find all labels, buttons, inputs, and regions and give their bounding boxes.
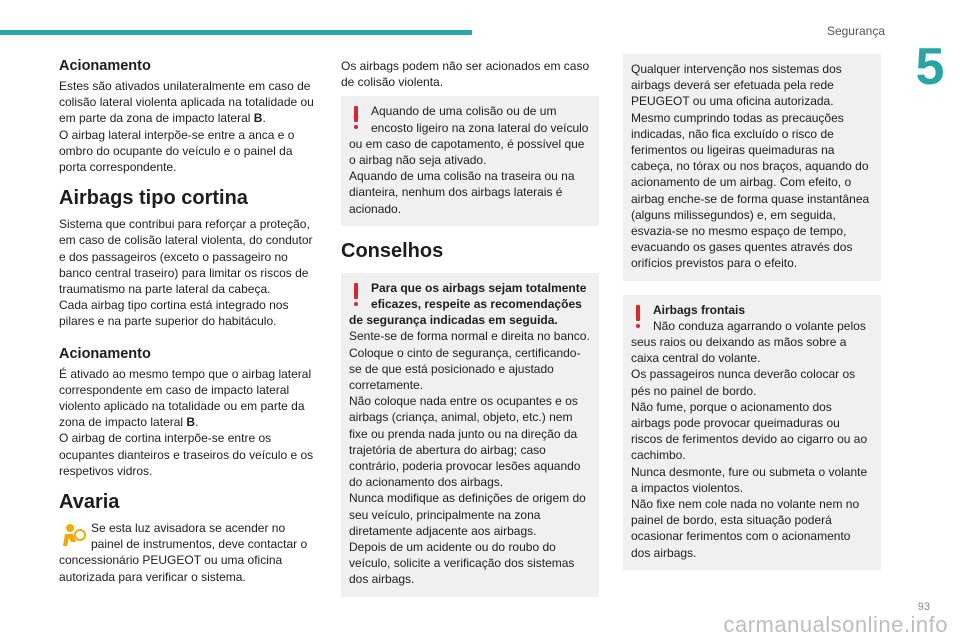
watermark: carmanualsonline.info (723, 612, 948, 637)
chapter-number: 5 (915, 38, 945, 96)
airbag-warning-lamp-icon (59, 520, 91, 550)
warning-box (623, 295, 881, 570)
exclamation-icon (631, 302, 653, 332)
warning-text: Sente-se de forma normal e direita no banco. Coloque o cinto de segurança, certificando-se de que está posicionado e ajustado corretamente. Não coloque nada entre os ocupantes e os airbags (criança, animal, objeto, etc.) nem fixe ou prenda nada junto ou na direção da trajetória de abertura do airbag; caso contrário, poderia provocar lesões aquando do acionamento dos airbags. Nunca modifique as definições de origem do seu veículo, principalmente na zona diretamente adjacente aos airbags. Depois de um acidente ou do roubo do veículo, solicite a verificação dos sistemas dos airbags. (349, 329, 590, 587)
heading-avaria: Avaria (59, 491, 120, 514)
text: Estes são ativados unilateralmente em caso de colisão lateral violenta aplicada na totalidade ou em parte da zona de impacto lateral (59, 79, 314, 126)
heading-acionamento: Acionamento (59, 345, 151, 362)
text: . (195, 415, 199, 430)
avaria-block (59, 520, 317, 585)
warning-box (341, 96, 599, 225)
info-text: Qualquer intervenção nos sistemas dos airbags deverá ser efetuada pela rede PEUGEOT ou uma oficina autorizada. Mesmo cumprindo todas as precauções indicadas, não fica excluído o risco de ferimentos ou ligeiras queimaduras na cabeça, no tórax ou nos braços, aquando do acionamento de um airbag. Com efeito, o airbag enche-se de forma quase instantânea (alguns milissegundos) e, em seguida, esvazia-se no mesmo espaço de tempo, evacuando os gases quentes através dos orifícios previstos para o efeito. (631, 62, 870, 271)
header-accent-bar (0, 30, 472, 35)
heading-acionamento: Acionamento (59, 58, 151, 74)
text: . (262, 111, 266, 126)
exclamation-icon (349, 280, 371, 310)
page-number: 93 (917, 601, 930, 613)
paragraph: O airbag de cortina interpõe-se entre os ocupantes dianteiros e traseiros do veículo e os respetivos vidros. (59, 431, 314, 478)
warning-text: Não conduza agarrando o volante pelos seus raios ou deixando as mãos sobre a caixa central do volante. Os passageiros nunca deverão colocar os pés no painel de bordo. Não fume, porque o acionamento dos airbags pode provocar queimaduras ou riscos de ferimentos devido ao cigarro ou ao cachimbo. Nunca desmonte, fure ou submeta o volante a impactos violentos. Não fixe nem cole nada no volante nem no painel de bordo, esta situação poderá ocasionar ferimentos com o acionamento dos airbags. (631, 318, 868, 560)
text: É ativado ao mesmo tempo que o airbag lateral correspondente em caso de impacto lateral violento aplicado na totalidade ou em parte da zona de impacto lateral (59, 366, 312, 430)
paragraph: Os airbags podem não ser acionados em caso de colisão violenta. (341, 59, 590, 90)
paragraph: Sistema que contribui para reforçar a proteção, em caso de colisão lateral violenta, do condutor e dos passageiros (exceto o passageiro no banco central traseiro) para limitar os riscos de traumatismo na parte lateral da cabeça. (59, 217, 313, 297)
paragraph (59, 366, 317, 431)
heading-conselhos: Conselhos (341, 239, 444, 262)
paragraph: Cada airbag tipo cortina está integrado nos pilares e na parte superior do habitáculo. (59, 298, 289, 329)
warning-box (341, 273, 599, 597)
paragraph: O airbag lateral interpõe-se entre a anca e o ombro do ocupante do veículo e o painel da porta correspondente. (59, 127, 295, 175)
section-title: Segurança (826, 24, 885, 38)
paragraph: Se esta luz avisadora se acender no painel de instrumentos, deve contactar o concessionário PEUGEOT ou uma oficina autorizada para verificar o sistema. (59, 521, 308, 584)
warning-title: Para que os airbags sejam totalmente eficazes, respeite as recomendações de segurança indicadas em seguida. (349, 280, 587, 328)
zone-label: B (186, 415, 196, 430)
column-left (59, 58, 317, 585)
warning-title: Airbags frontais (653, 302, 746, 317)
zone-label: B (253, 111, 263, 126)
column-right (623, 54, 881, 584)
heading-airbags-cortina: Airbags tipo cortina (59, 187, 248, 210)
warning-text: Aquando de uma colisão ou de um encosto ligeiro na zona lateral do veículo ou em caso de capotamento, é possível que o airbag não seja ativado. Aquando de uma colisão na traseira ou na dianteira, nenhum dos airbags laterais é acionado. (349, 104, 589, 216)
info-box (623, 54, 881, 281)
column-middle (341, 58, 599, 611)
paragraph (59, 78, 317, 127)
exclamation-icon (349, 103, 371, 133)
